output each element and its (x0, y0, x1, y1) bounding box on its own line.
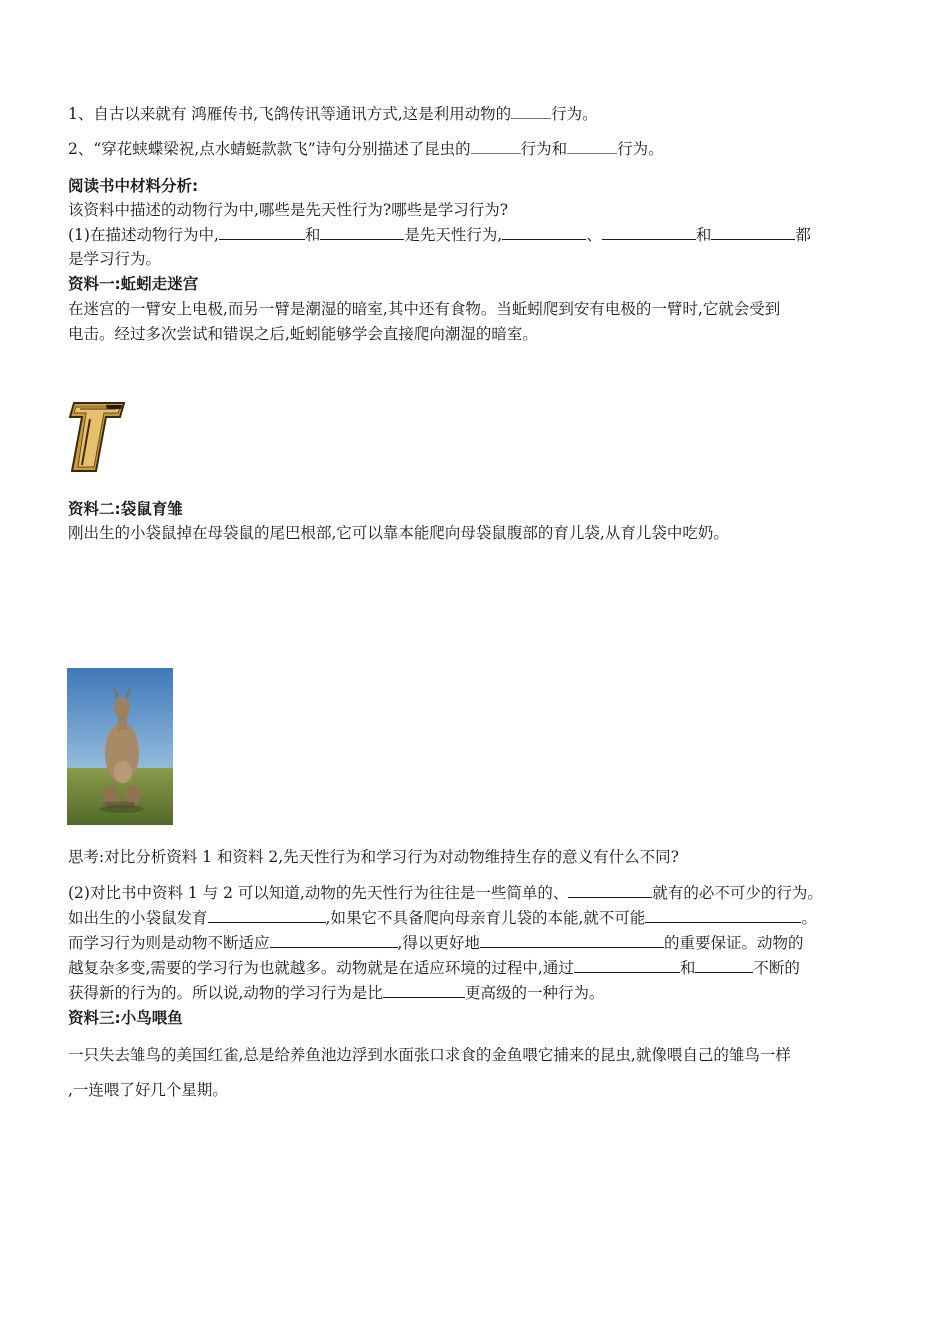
text-span: 不断的 (753, 959, 800, 977)
answer-blank[interactable] (511, 104, 551, 119)
material-2-title: 资料二:袋鼠育雏 (68, 500, 183, 518)
text-span: 获得新的行为的。所以说,动物的学习行为是比 (68, 984, 383, 1002)
answer-blank[interactable] (219, 225, 305, 240)
text-span: 是先天性行为, (404, 226, 503, 244)
kangaroo-photo (67, 668, 173, 825)
answer-blank[interactable] (502, 225, 586, 240)
text-span: ,如果它不具备爬向母亲育儿袋的本能,就不可能 (325, 909, 646, 927)
text-span: 而学习行为则是动物不断适应 (68, 934, 270, 952)
reading-heading: 阅读书中材料分析: (68, 177, 199, 195)
answer-blank[interactable] (711, 225, 795, 240)
t-maze-icon (66, 399, 128, 475)
reading-paragraph-1-end: 是学习行为。 (68, 250, 162, 268)
question-1-text: 1、自古以来就有 鸿雁传书,飞鸽传讯等通讯方式,这是利用动物的 (68, 105, 512, 123)
text-span: 更高级的一种行为。 (464, 984, 605, 1002)
reading-paragraph-1 (68, 225, 811, 245)
think-question: 思考:对比分析资料 1 和资料 2,先天性行为和学习行为对动物维持生存的意义有什么不同? (68, 848, 679, 866)
answer-blank[interactable] (383, 983, 465, 998)
text-span: 如出生的小袋鼠发育 (68, 909, 208, 927)
text-span: (1)在描述动物行为中, (68, 226, 219, 244)
answer-blank[interactable] (602, 225, 696, 240)
material-1-title: 资料一:蚯蚓走迷宫 (68, 275, 199, 293)
answer-blank[interactable] (270, 933, 398, 948)
question-1-suffix: 行为。 (551, 105, 598, 123)
text-span: 和 (304, 226, 321, 244)
text-span: 都 (795, 226, 811, 244)
text-span: 、 (586, 226, 602, 244)
question-1 (68, 104, 598, 124)
text-span: ,得以更好地 (397, 934, 480, 952)
paragraph-2-line-2 (68, 908, 817, 928)
answer-blank[interactable] (471, 139, 521, 154)
paragraph-2-line-3 (68, 933, 803, 953)
text-span: 和 (695, 226, 712, 244)
material-3-line-1: 一只失去雏鸟的美国红雀,总是给养鱼池边浮到水面张口求食的金鱼喂它捕来的昆虫,就像喂自己的雏鸟一样 (68, 1046, 791, 1064)
answer-blank[interactable] (208, 908, 326, 923)
material-3-line-2: ,一连喂了好几个星期。 (68, 1081, 228, 1099)
material-1-line-1: 在迷宫的一臂安上电极,而另一臂是潮湿的暗室,其中还有食物。当蚯蚓爬到安有电极的一臂时,它就会受到 (68, 300, 781, 318)
question-2-middle: 行为和 (520, 140, 568, 158)
text-span: 和 (679, 959, 696, 977)
question-2-text: 2、“穿花蛱蝶梁祝,点水蜻蜓款款飞”诗句分别描述了昆虫的 (68, 140, 471, 158)
text-span: 越复杂多变,需要的学习行为也就越多。动物就是在适应环境的过程中,通过 (68, 959, 574, 977)
paragraph-2-line-1 (68, 883, 823, 903)
answer-blank[interactable] (567, 139, 617, 154)
answer-blank[interactable] (695, 958, 753, 973)
material-3-title: 资料三:小鸟喂鱼 (68, 1009, 183, 1027)
text-span: (2)对比书中资料 1 与 2 可以知道,动物的先天性行为往往是一些简单的、 (68, 884, 569, 902)
text-span: 的重要保证。动物的 (663, 934, 804, 952)
answer-blank[interactable] (574, 958, 680, 973)
answer-blank[interactable] (480, 933, 664, 948)
answer-blank[interactable] (568, 883, 652, 898)
kangaroo-image (67, 668, 173, 825)
answer-blank[interactable] (645, 908, 801, 923)
reading-question: 该资料中描述的动物行为中,哪些是先天性行为?哪些是学习行为? (68, 201, 509, 219)
text-span: 。 (801, 909, 817, 927)
question-2 (68, 139, 664, 159)
paragraph-2-line-4 (68, 958, 800, 978)
text-span: 就有的必不可少的行为。 (652, 884, 823, 902)
question-2-suffix: 行为。 (617, 140, 664, 158)
paragraph-2-line-5 (68, 983, 604, 1003)
answer-blank[interactable] (320, 225, 404, 240)
material-2-line-1: 刚出生的小袋鼠掉在母袋鼠的尾巴根部,它可以靠本能爬向母袋鼠腹部的育儿袋,从育儿袋中吃奶。 (68, 524, 729, 542)
material-1-line-2: 电击。经过多次尝试和错误之后,蚯蚓能够学会直接爬向潮湿的暗室。 (68, 325, 538, 343)
t-maze-image (66, 399, 128, 475)
